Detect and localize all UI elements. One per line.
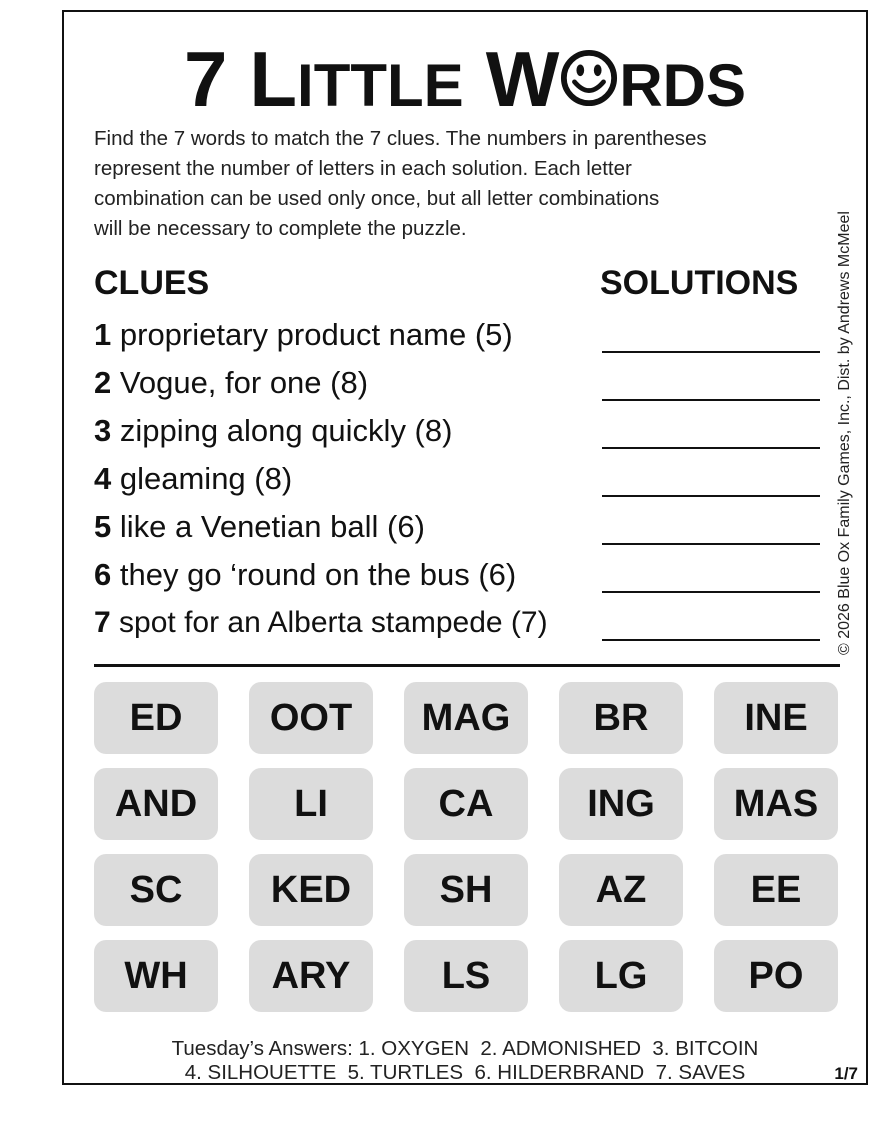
clue-text: Vogue, for one (8) [119,365,369,400]
clue-number: 6 [94,557,112,592]
instructions [94,124,844,244]
letter-tile[interactable]: MAG [404,682,528,754]
letter-tile[interactable]: ING [559,768,683,840]
clue-row-4 [94,459,822,507]
letter-tile[interactable]: LG [559,940,683,1012]
solutions-heading: SOLUTIONS [600,264,799,302]
clue-number: 7 [94,606,111,639]
letter-tile[interactable]: PO [714,940,838,1012]
clue-row-7 [94,603,822,651]
page-number: 1/7 [834,1064,858,1083]
puzzle-title [64,35,866,123]
previous-answers [64,1037,866,1085]
clues-heading: CLUES [94,264,210,302]
solution-blank-4[interactable] [602,495,820,497]
letter-tile-grid [94,682,840,1014]
letter-tile[interactable]: WH [94,940,218,1012]
clue-row-2 [94,363,822,411]
clue-text: gleaming (8) [119,461,293,496]
clue-row-1 [94,315,822,363]
section-divider [94,664,840,667]
solution-blank-6[interactable] [602,591,820,593]
title-number: 7 [184,35,228,123]
smiley-icon [560,49,618,107]
previous-answers-line: 4. SILHOUETTE 5. TURTLES 6. HILDERBRAND 7. SAVES [184,1061,746,1084]
letter-tile[interactable]: BR [559,682,683,754]
letter-tile[interactable]: KED [249,854,373,926]
letter-tile[interactable]: ED [94,682,218,754]
clue-text: spot for an Alberta stampede (7) [119,606,548,639]
clue-number: 3 [94,413,112,448]
solution-blank-2[interactable] [602,399,820,401]
instruction-line: combination can be used only once, but all letter combinations [94,187,660,210]
clue-number: 5 [94,509,112,544]
clue-number: 2 [94,365,112,400]
solution-blank-5[interactable] [602,543,820,545]
letter-tile[interactable]: ARY [249,940,373,1012]
title-word1-initial: L [249,35,298,123]
letter-tile[interactable]: SC [94,854,218,926]
title-word2-initial: W [485,35,560,123]
puzzle-frame [62,10,868,1085]
instruction-line: represent the number of letters in each solution. Each letter [94,157,632,180]
letter-tile[interactable]: AND [94,768,218,840]
title-word2-rest: RDS [619,52,746,119]
clue-text: they go ‘round on the bus (6) [119,557,517,592]
clue-row-3 [94,411,822,459]
solution-blank-7[interactable] [602,639,820,641]
title-word1-rest: ITTLE [297,52,464,119]
letter-tile[interactable]: LI [249,768,373,840]
letter-tile[interactable]: CA [404,768,528,840]
clue-number: 4 [94,461,112,496]
clue-row-6 [94,555,822,603]
letter-tile[interactable]: OOT [249,682,373,754]
letter-tile[interactable]: INE [714,682,838,754]
copyright-notice: © 2026 Blue Ox Family Games, Inc., Dist. by Andrews McMeel [836,211,853,655]
instruction-line: Find the 7 words to match the 7 clues. The numbers in parentheses [94,127,707,150]
clue-number: 1 [94,317,112,352]
letter-tile[interactable]: SH [404,854,528,926]
letter-tile[interactable]: LS [404,940,528,1012]
letter-tile[interactable]: EE [714,854,838,926]
previous-answers-line: Tuesday’s Answers: 1. OXYGEN 2. ADMONISHED 3. BITCOIN [171,1037,759,1060]
solution-blank-3[interactable] [602,447,820,449]
clue-text: like a Venetian ball (6) [119,509,425,544]
clue-row-5 [94,507,822,555]
clue-text: zipping along quickly (8) [119,413,453,448]
solution-blank-1[interactable] [602,351,820,353]
letter-tile[interactable]: AZ [559,854,683,926]
letter-tile[interactable]: MAS [714,768,838,840]
instruction-line: will be necessary to complete the puzzle. [94,217,467,240]
clue-text: proprietary product name (5) [119,317,513,352]
